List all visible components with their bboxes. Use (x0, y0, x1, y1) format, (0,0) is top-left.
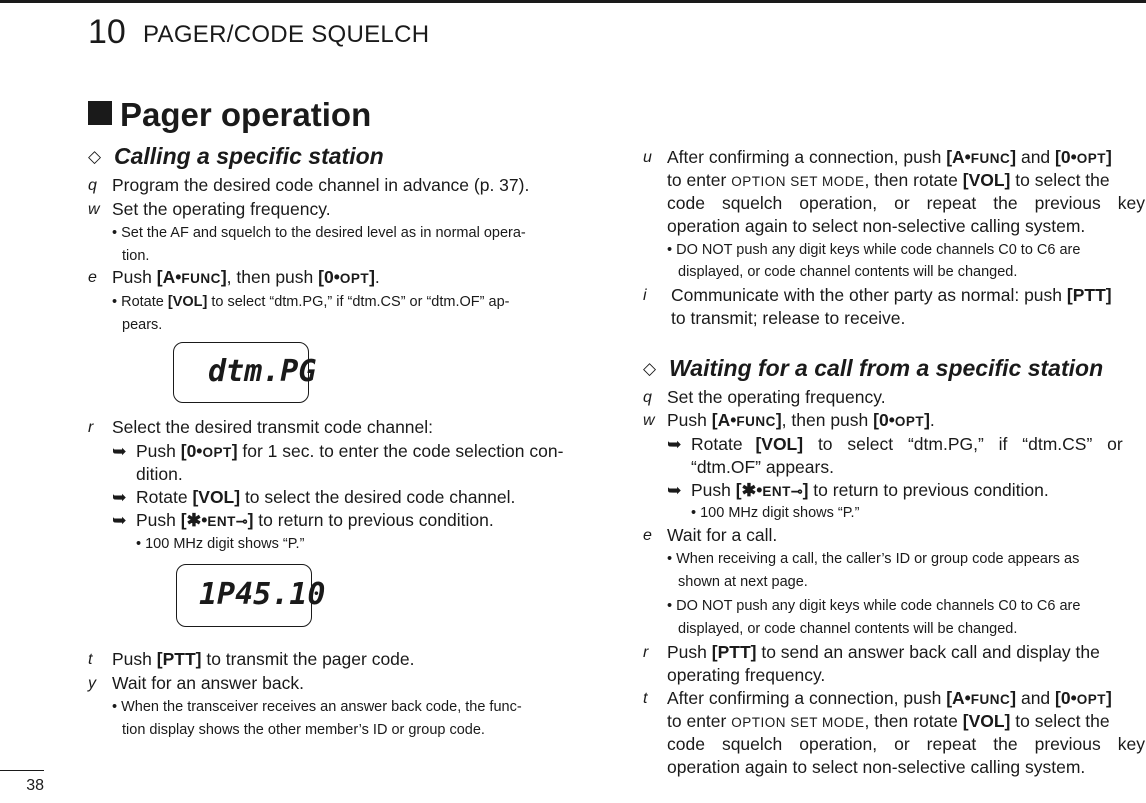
step-2-note-cont: tion. (122, 248, 150, 264)
wait-step-2-bullet-1: ➥ Rotate [VOL] to select “dtm.PG,” if “dtm.CS” or (667, 434, 1123, 454)
chapter-number: 10 (88, 13, 126, 51)
arrow-icon: ➥ (667, 434, 682, 454)
diamond-icon: ◇ (643, 359, 657, 378)
step-8-cont: to transmit; release to receive. (671, 308, 906, 328)
arrow-icon: ➥ (667, 480, 682, 500)
wait-step-2-bullet-1-cont: “dtm.OF” appears. (691, 457, 834, 477)
lcd-display-code: 1P45.10 (176, 564, 312, 627)
wait-step-5-line-4: operation again to select non-selective calling system. (667, 757, 1086, 777)
page-number: 38 (0, 770, 44, 801)
step-6-note-cont: tion display shows the other member’s ID or group code. (122, 722, 485, 738)
step-4-note: • 100 MHz digit shows “P.” (136, 536, 305, 552)
wait-step-3-note-2: • DO NOT push any digit keys while code channels C0 to C6 are (667, 598, 1081, 614)
step-7-note-cont: displayed, or code channel contents will be changed. (678, 264, 1018, 280)
step-6-note: • When the transceiver receives an answer back code, the func- (112, 699, 522, 715)
step-4-bullet-1: ➥ Push [0•OPT] for 1 sec. to enter the code selection con- (112, 441, 564, 461)
subheading-waiting: ◇ Waiting for a call from a specific station (643, 355, 1104, 381)
diamond-icon: ◇ (88, 147, 102, 166)
section-title: Pager operation (120, 96, 372, 133)
header-rule (0, 0, 1146, 3)
step-4-bullet-1-cont: dition. (136, 464, 183, 484)
step-7-line-3: code squelch operation, or repeat the previous key (667, 193, 1145, 213)
wait-step-3-note-2-cont: displayed, or code channel contents will be changed. (678, 621, 1018, 637)
arrow-icon: ➥ (112, 441, 127, 461)
step-4-bullet-3: ➥ Push [✱•ENT⊸] to return to previous condition. (112, 510, 494, 530)
step-3-note: • Rotate [VOL] to select “dtm.PG,” if “dtm.CS” or “dtm.OF” ap- (112, 294, 510, 310)
key-icon: ⊸ (790, 483, 803, 499)
wait-step-2-note: • 100 MHz digit shows “P.” (691, 505, 860, 521)
square-bullet-icon (88, 101, 112, 125)
subheading-calling: ◇ Calling a specific station (88, 143, 384, 169)
wait-step-2-bullet-2: ➥ Push [✱•ENT⊸] to return to previous condition. (667, 480, 1049, 500)
step-4-bullet-2: ➥ Rotate [VOL] to select the desired code channel. (112, 487, 516, 507)
arrow-icon: ➥ (112, 487, 127, 507)
step-2-note: • Set the AF and squelch to the desired level as in normal opera- (112, 225, 526, 241)
key-icon: ⊸ (235, 513, 248, 529)
step-7-line-2: to enter OPTION SET MODE, then rotate [VOL] to select the (667, 170, 1110, 190)
wait-step-3-note-1-cont: shown at next page. (678, 574, 808, 590)
wait-step-4-cont: operating frequency. (667, 665, 826, 685)
section-heading (88, 95, 371, 135)
chapter-title: PAGER/CODE SQUELCH (143, 21, 430, 48)
step-3-note-cont: pears. (122, 317, 163, 333)
step-7-note: • DO NOT push any digit keys while code channels C0 to C6 are (667, 242, 1081, 258)
lcd-display-dtmpg: dtm.PG (173, 342, 309, 403)
step-7-line-4: operation again to select non-selective calling system. (667, 216, 1086, 236)
wait-step-3-note-1: • When receiving a call, the caller’s ID or group code appears as (667, 551, 1080, 567)
arrow-icon: ➥ (112, 510, 127, 530)
wait-step-5-line-2: to enter OPTION SET MODE, then rotate [VOL] to select the (667, 711, 1110, 731)
wait-step-5-line-3: code squelch operation, or repeat the previous key (667, 734, 1145, 754)
